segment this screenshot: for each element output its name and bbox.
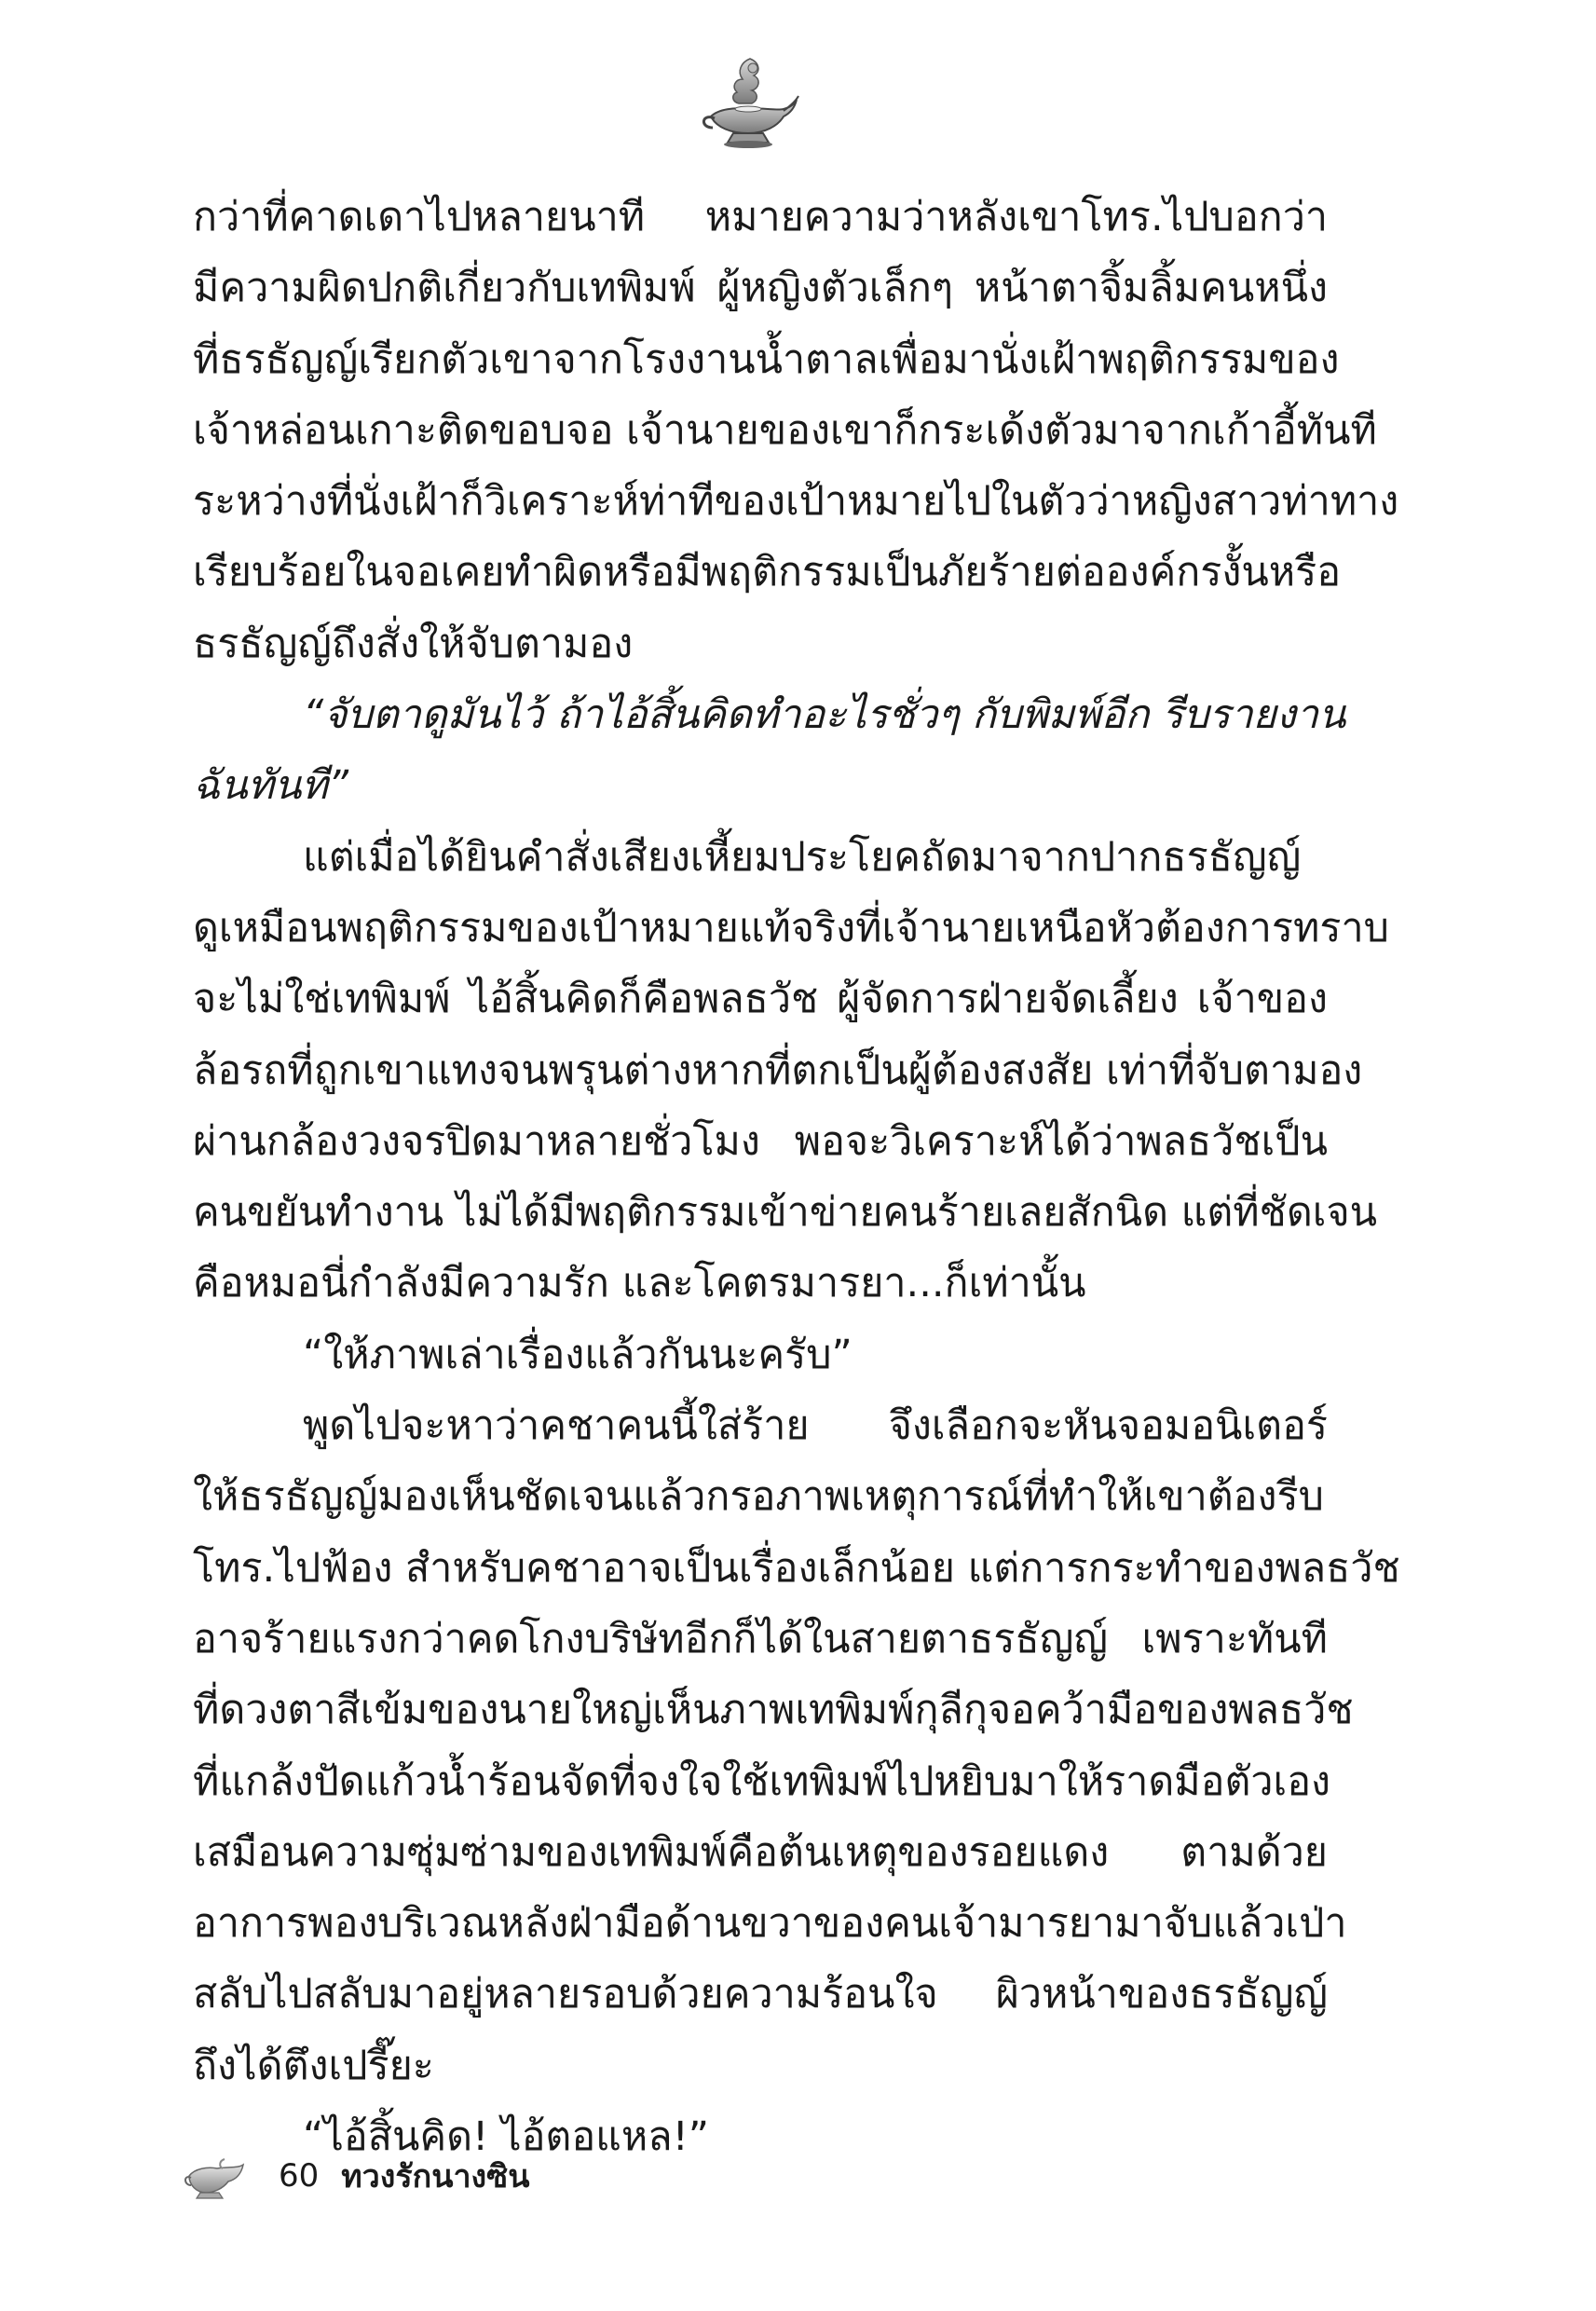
- story-text: [193, 182, 1400, 2172]
- text-line: กว่าที่คาดเดาไปหลายนาที หมายความว่าหลังเขาโทร.ไปบอกว่า: [193, 194, 1328, 240]
- page-number: 60: [279, 2157, 320, 2195]
- text-line: อาการพองบริเวณหลังฝ่ามือด้านขวาของคนเจ้ามารยามาจับแล้วเป่า: [193, 1900, 1347, 1948]
- text-line: ธรธัญญ์ถึงสั่งให้จับตามอง: [193, 620, 634, 667]
- text-line: สลับไปสลับมาอยู่หลายรอบด้วยความร้อนใจ ผิวหน้าของธรธัญญ์: [193, 1971, 1328, 2018]
- text-line: ให้ธรธัญญ์มองเห็นชัดเจนแล้วกรอภาพเหตุการณ์ที่ทำให้เขาต้องรีบ: [193, 1473, 1324, 1521]
- text-line: มีความผิดปกติเกี่ยวกับเทพิมพ์ ผู้หญิงตัวเล็กๆ หน้าตาจิ้มลิ้มคนหนึ่ง: [193, 265, 1328, 312]
- text-line: “ไอ้สิ้นคิด! ไอ้ตอแหล!”: [303, 2113, 710, 2161]
- book-title: ทวงรักนางซิน: [341, 2158, 530, 2195]
- genie-lamp-icon: [694, 51, 801, 158]
- text-line: ดูเหมือนพฤติกรรมของเป้าหมายแท้จริงที่เจ้านายเหนือหัวต้องการทราบ: [193, 904, 1389, 951]
- text-line: เรียบร้อยในจอเคยทำผิดหรือมีพฤติกรรมเป็นภัยร้ายต่อองค์กรงั้นหรือ: [193, 549, 1342, 596]
- page-footer: [182, 2148, 529, 2204]
- text-line: ที่ธรธัญญ์เรียกตัวเขาจากโรงงานน้ำตาลเพื่อมานั่งเฝ้าพฤติกรรมของ: [193, 335, 1340, 383]
- text-line: “จับตาดูมันไว้ ถ้าไอ้สิ้นคิดทำอะไรชั่วๆ กับพิมพ์อีก รีบรายงาน: [303, 691, 1346, 739]
- text-line: อาจร้ายแรงกว่าคดโกงบริษัทอีกก็ได้ในสายตาธรธัญญ์ เพราะทันที: [193, 1615, 1328, 1662]
- text-line: เสมือนความซุ่มซ่ามของเทพิมพ์คือต้นเหตุของรอยแดง ตามด้วย: [193, 1828, 1328, 1876]
- genie-lamp-icon: [182, 2152, 249, 2200]
- text-line: ล้อรถที่ถูกเขาแทงจนพรุนต่างหากที่ตกเป็นผู้ต้องสงสัย เท่าที่จับตามอง: [193, 1046, 1363, 1094]
- text-line: ผ่านกล้องวงจรปิดมาหลายชั่วโมง พอจะวิเคราะห์ได้ว่าพลธวัชเป็น: [193, 1117, 1328, 1165]
- text-line: ฉันทันที”: [193, 762, 349, 810]
- text-line: พูดไปจะหาว่าคชาคนนี้ใส่ร้าย จึงเลือกจะหันจอมอนิเตอร์: [303, 1402, 1328, 1450]
- text-line: โทร.ไปฟ้อง สำหรับคชาอาจเป็นเรื่องเล็กน้อย แต่การกระทำของพลธวัช: [193, 1544, 1400, 1592]
- text-line: ถึงได้ตึงเปรี๊ยะ: [193, 2042, 434, 2089]
- text-line: จะไม่ใช่เทพิมพ์ ไอ้สิ้นคิดก็คือพลธวัช ผู้จัดการฝ่ายจัดเลี้ยง เจ้าของ: [193, 976, 1328, 1023]
- text-line: แต่เมื่อได้ยินคำสั่งเสียงเหี้ยมประโยคถัดมาจากปากธรธัญญ์: [303, 833, 1302, 881]
- text-line: ที่แกล้งปัดแก้วน้ำร้อนจัดที่จงใจใช้เทพิมพ์ไปหยิบมาให้ราดมือตัวเอง: [193, 1757, 1331, 1805]
- text-line: ที่ดวงตาสีเข้มของนายใหญ่เห็นภาพเทพิมพ์กุลีกุจอคว้ามือของพลธวัช: [193, 1687, 1354, 1734]
- text-line: “ให้ภาพเล่าเรื่องแล้วกันนะครับ”: [303, 1331, 853, 1378]
- text-line: คนขยันทำงาน ไม่ได้มีพฤติกรรมเข้าข่ายคนร้ายเลยสักนิด แต่ที่ชัดเจน: [193, 1189, 1378, 1237]
- text-line: คือหมอนี่กำลังมีความรัก และโคตรมารยา...ก็เท่านั้น: [193, 1260, 1086, 1307]
- text-line: เจ้าหล่อนเกาะติดขอบจอ เจ้านายของเขาก็กระเด้งตัวมาจากเก้าอี้ทันที: [193, 406, 1377, 454]
- text-line: ระหว่างที่นั่งเฝ้าก็วิเคราะห์ท่าทีของเป้าหมายไปในตัวว่าหญิงสาวท่าทาง: [193, 478, 1399, 526]
